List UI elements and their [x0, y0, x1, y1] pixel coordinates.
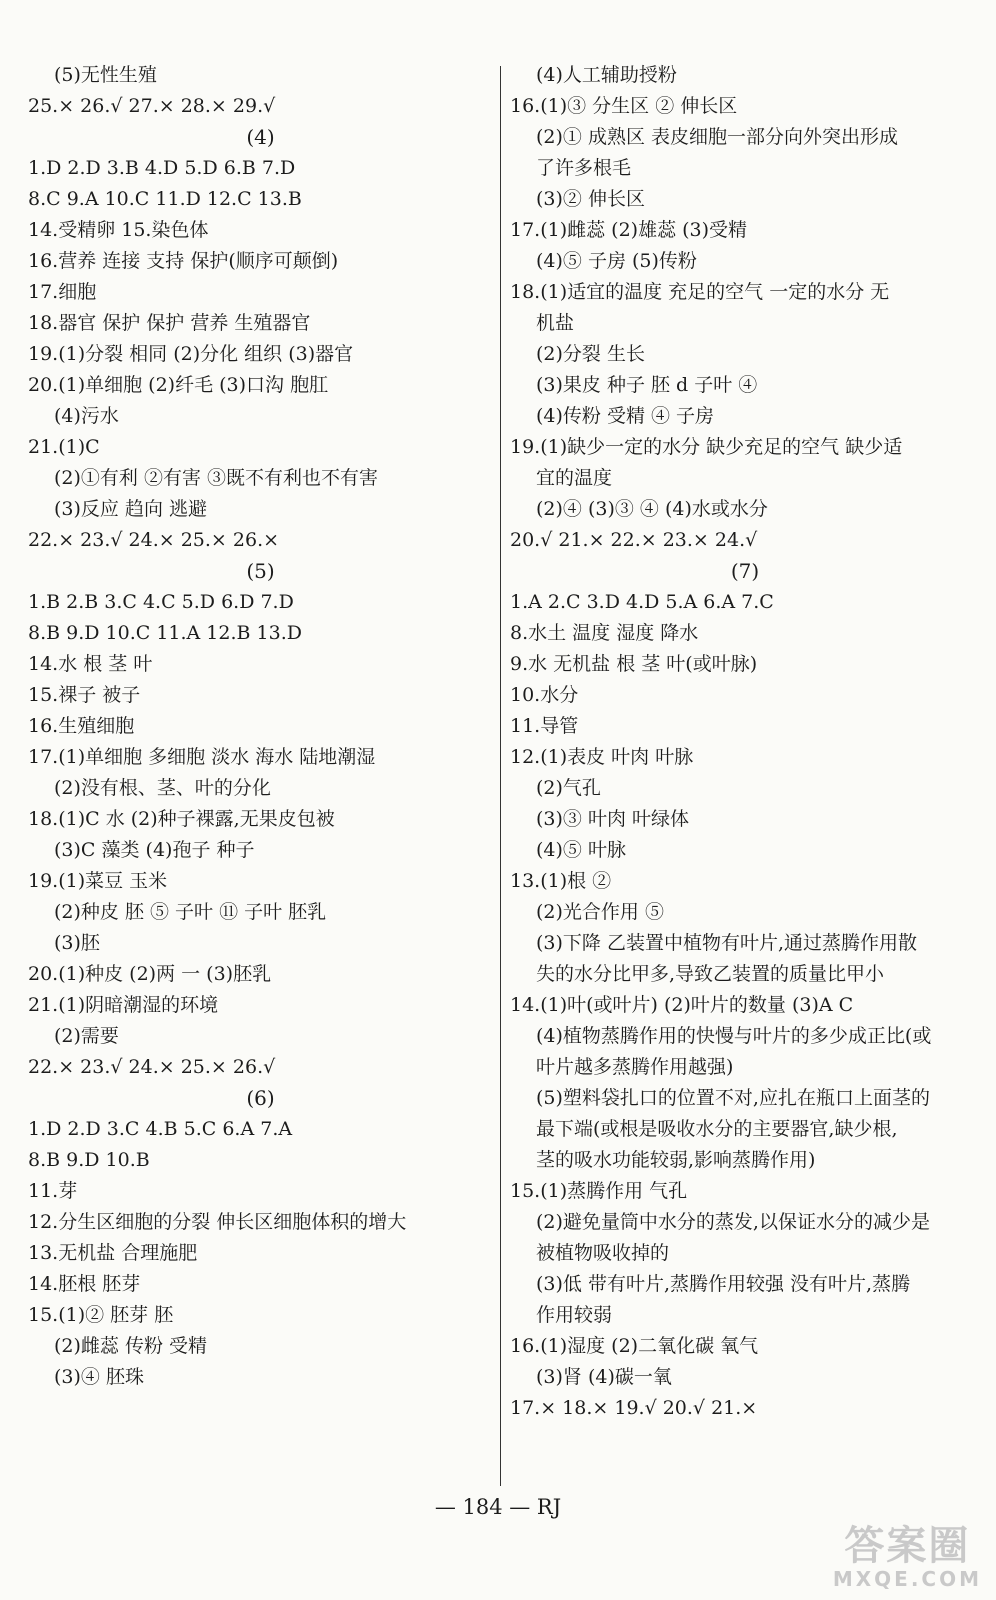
answer-line: 12.(1)表皮 叶肉 叶脉 — [510, 746, 694, 768]
answer-line: 8.水土 温度 湿度 降水 — [510, 622, 699, 644]
answer-line: (3)C 藻类 (4)孢子 种子 — [54, 839, 255, 861]
answer-line: 15.(1)② 胚芽 胚 — [28, 1304, 174, 1326]
left-column — [28, 60, 493, 1393]
answer-line: 1.D 2.D 3.B 4.D 5.D 6.B 7.D — [28, 157, 296, 179]
column-divider — [500, 66, 501, 1486]
answer-line: (2)需要 — [54, 1025, 119, 1047]
answer-line: 作用较弱 — [536, 1304, 613, 1326]
answer-line: 20.(1)种皮 (2)两 一 (3)胚乳 — [28, 963, 272, 985]
answer-line: 18.(1)适宜的温度 充足的空气 一定的水分 无 — [510, 281, 890, 303]
answer-line: 21.(1)C — [28, 436, 100, 458]
answer-line: 20.(1)单细胞 (2)纤毛 (3)口沟 胞肛 — [28, 374, 329, 396]
answer-line: 14.(1)叶(或叶片) (2)叶片的数量 (3)A C — [510, 994, 854, 1016]
section-heading: (7) — [730, 559, 760, 583]
answer-line: 14.水 根 茎 叶 — [28, 653, 153, 675]
answer-line: (2)避免量筒中水分的蒸发,以保证水分的减少是 — [536, 1211, 930, 1233]
answer-line: 19.(1)分裂 相同 (2)分化 组织 (3)器官 — [28, 343, 354, 365]
answer-line: (2)没有根、茎、叶的分化 — [54, 777, 271, 799]
answer-line: (3)低 带有叶片,蒸腾作用较强 没有叶片,蒸腾 — [536, 1273, 911, 1295]
answer-line: 22.× 23.√ 24.× 25.× 26.√ — [28, 1056, 276, 1078]
section-heading: (5) — [246, 559, 275, 583]
answer-line: (5)无性生殖 — [54, 64, 157, 86]
answer-line: (2)光合作用 ⑤ — [536, 901, 664, 923]
answer-line: 1.D 2.D 3.C 4.B 5.C 6.A 7.A — [28, 1118, 293, 1140]
answer-line: 21.(1)阴暗潮湿的环境 — [28, 994, 219, 1016]
watermark-line1: 答案圈 — [844, 1523, 971, 1569]
answer-line: 25.× 26.√ 27.× 28.× 29.√ — [28, 95, 276, 117]
answer-line: 11.导管 — [510, 715, 579, 737]
answer-line: 16.(1)湿度 (2)二氧化碳 氧气 — [510, 1335, 759, 1357]
answer-line: 11.芽 — [28, 1180, 78, 1202]
answer-line: 16.营养 连接 支持 保护(顺序可颠倒) — [28, 250, 339, 272]
answer-line: (4)人工辅助授粉 — [536, 64, 677, 86]
answer-line: 16.生殖细胞 — [28, 715, 135, 737]
answer-line: 17.× 18.× 19.√ 20.√ 21.× — [510, 1397, 758, 1419]
answer-line: 宜的温度 — [536, 467, 613, 489]
watermark-line2: MXQE.COM — [832, 1567, 982, 1591]
answer-line: (3)② 伸长区 — [536, 188, 645, 210]
answer-line: (3)胚 — [54, 932, 100, 954]
answer-line: (5)塑料袋扎口的位置不对,应扎在瓶口上面茎的 — [536, 1087, 930, 1109]
answer-line: (3)果皮 种子 胚 d 子叶 ④ — [536, 374, 758, 396]
answer-line: (4)植物蒸腾作用的快慢与叶片的多少成正比(或 — [536, 1025, 932, 1047]
page-footer: — 184 — RJ — [434, 1495, 562, 1519]
answer-line: 15.(1)蒸腾作用 气孔 — [510, 1180, 688, 1202]
answer-line: 19.(1)缺少一定的水分 缺少充足的空气 缺少适 — [510, 436, 903, 458]
answer-line: (3)③ 叶肉 叶绿体 — [536, 808, 689, 830]
answer-line: (2)雌蕊 传粉 受精 — [54, 1335, 207, 1357]
section-heading: (6) — [246, 1086, 275, 1110]
answer-line: 8.B 9.D 10.C 11.A 12.B 13.D — [28, 622, 302, 644]
answer-line: 1.A 2.C 3.D 4.D 5.A 6.A 7.C — [510, 591, 774, 613]
answer-line: (3)肾 (4)碳一氧 — [536, 1366, 672, 1388]
answer-line: 9.水 无机盐 根 茎 叶(或叶脉) — [510, 653, 758, 675]
answer-line: (3)反应 趋向 逃避 — [54, 498, 207, 520]
answer-line: 8.C 9.A 10.C 11.D 12.C 13.B — [28, 188, 302, 210]
answer-line: 叶片越多蒸腾作用越强) — [536, 1056, 734, 1078]
answer-line: 14.受精卵 15.染色体 — [28, 219, 209, 241]
answer-line: (4)污水 — [54, 405, 119, 427]
answer-line: (3)④ 胚珠 — [54, 1366, 144, 1388]
answer-line: (2)①有利 ②有害 ③既不有利也不有害 — [54, 467, 378, 489]
answer-line: 了许多根毛 — [536, 157, 632, 179]
answer-line: 机盐 — [536, 312, 575, 334]
answer-line: (2)分裂 生长 — [536, 343, 645, 365]
answer-line: 22.× 23.√ 24.× 25.× 26.× — [28, 529, 280, 551]
answer-line: 18.器官 保护 保护 营养 生殖器官 — [28, 312, 311, 334]
answer-line: (3)下降 乙装置中植物有叶片,通过蒸腾作用散 — [536, 932, 917, 954]
answer-line: 17.细胞 — [28, 281, 97, 303]
answer-line: (4)⑤ 子房 (5)传粉 — [536, 250, 697, 272]
answer-line: (2)④ (3)③ ④ (4)水或水分 — [536, 498, 768, 520]
watermark-logo — [833, 1524, 982, 1590]
answer-line: (2)气孔 — [536, 777, 601, 799]
answer-line: 8.B 9.D 10.B — [28, 1149, 150, 1171]
answer-line: 13.无机盐 合理施肥 — [28, 1242, 198, 1264]
section-heading: (4) — [246, 125, 275, 149]
answer-line: 被植物吸收掉的 — [536, 1242, 670, 1264]
answer-line: 10.水分 — [510, 684, 579, 706]
answer-line: 17.(1)单细胞 多细胞 淡水 海水 陆地潮湿 — [28, 746, 376, 768]
answer-line: (2)种皮 胚 ⑤ 子叶 ⑪ 子叶 胚乳 — [54, 901, 327, 923]
answer-line: (4)传粉 受精 ④ 子房 — [536, 405, 715, 427]
answer-line: 17.(1)雌蕊 (2)雄蕊 (3)受精 — [510, 219, 748, 241]
answer-line: 19.(1)菜豆 玉米 — [28, 870, 168, 892]
answer-line: 12.分生区细胞的分裂 伸长区细胞体积的增大 — [28, 1211, 407, 1233]
right-column — [510, 60, 980, 1424]
answer-line: (4)⑤ 叶脉 — [536, 839, 626, 861]
answer-line: 18.(1)C 水 (2)种子裸露,无果皮包被 — [28, 808, 335, 830]
answer-line: 16.(1)③ 分生区 ② 伸长区 — [510, 95, 738, 117]
answer-line: 20.√ 21.× 22.× 23.× 24.√ — [510, 529, 758, 551]
answer-line: 茎的吸水功能较弱,影响蒸腾作用) — [536, 1149, 816, 1171]
answer-line: 14.胚根 胚芽 — [28, 1273, 141, 1295]
answer-line: 13.(1)根 ② — [510, 870, 612, 892]
answer-line: (2)① 成熟区 表皮细胞一部分向外突出形成 — [536, 126, 898, 148]
answer-line: 1.B 2.B 3.C 4.C 5.D 6.D 7.D — [28, 591, 294, 613]
answer-line: 失的水分比甲多,导致乙装置的质量比甲小 — [536, 963, 885, 985]
answer-line: 最下端(或根是吸收水分的主要器官,缺少根, — [536, 1118, 898, 1140]
answer-line: 15.裸子 被子 — [28, 684, 141, 706]
